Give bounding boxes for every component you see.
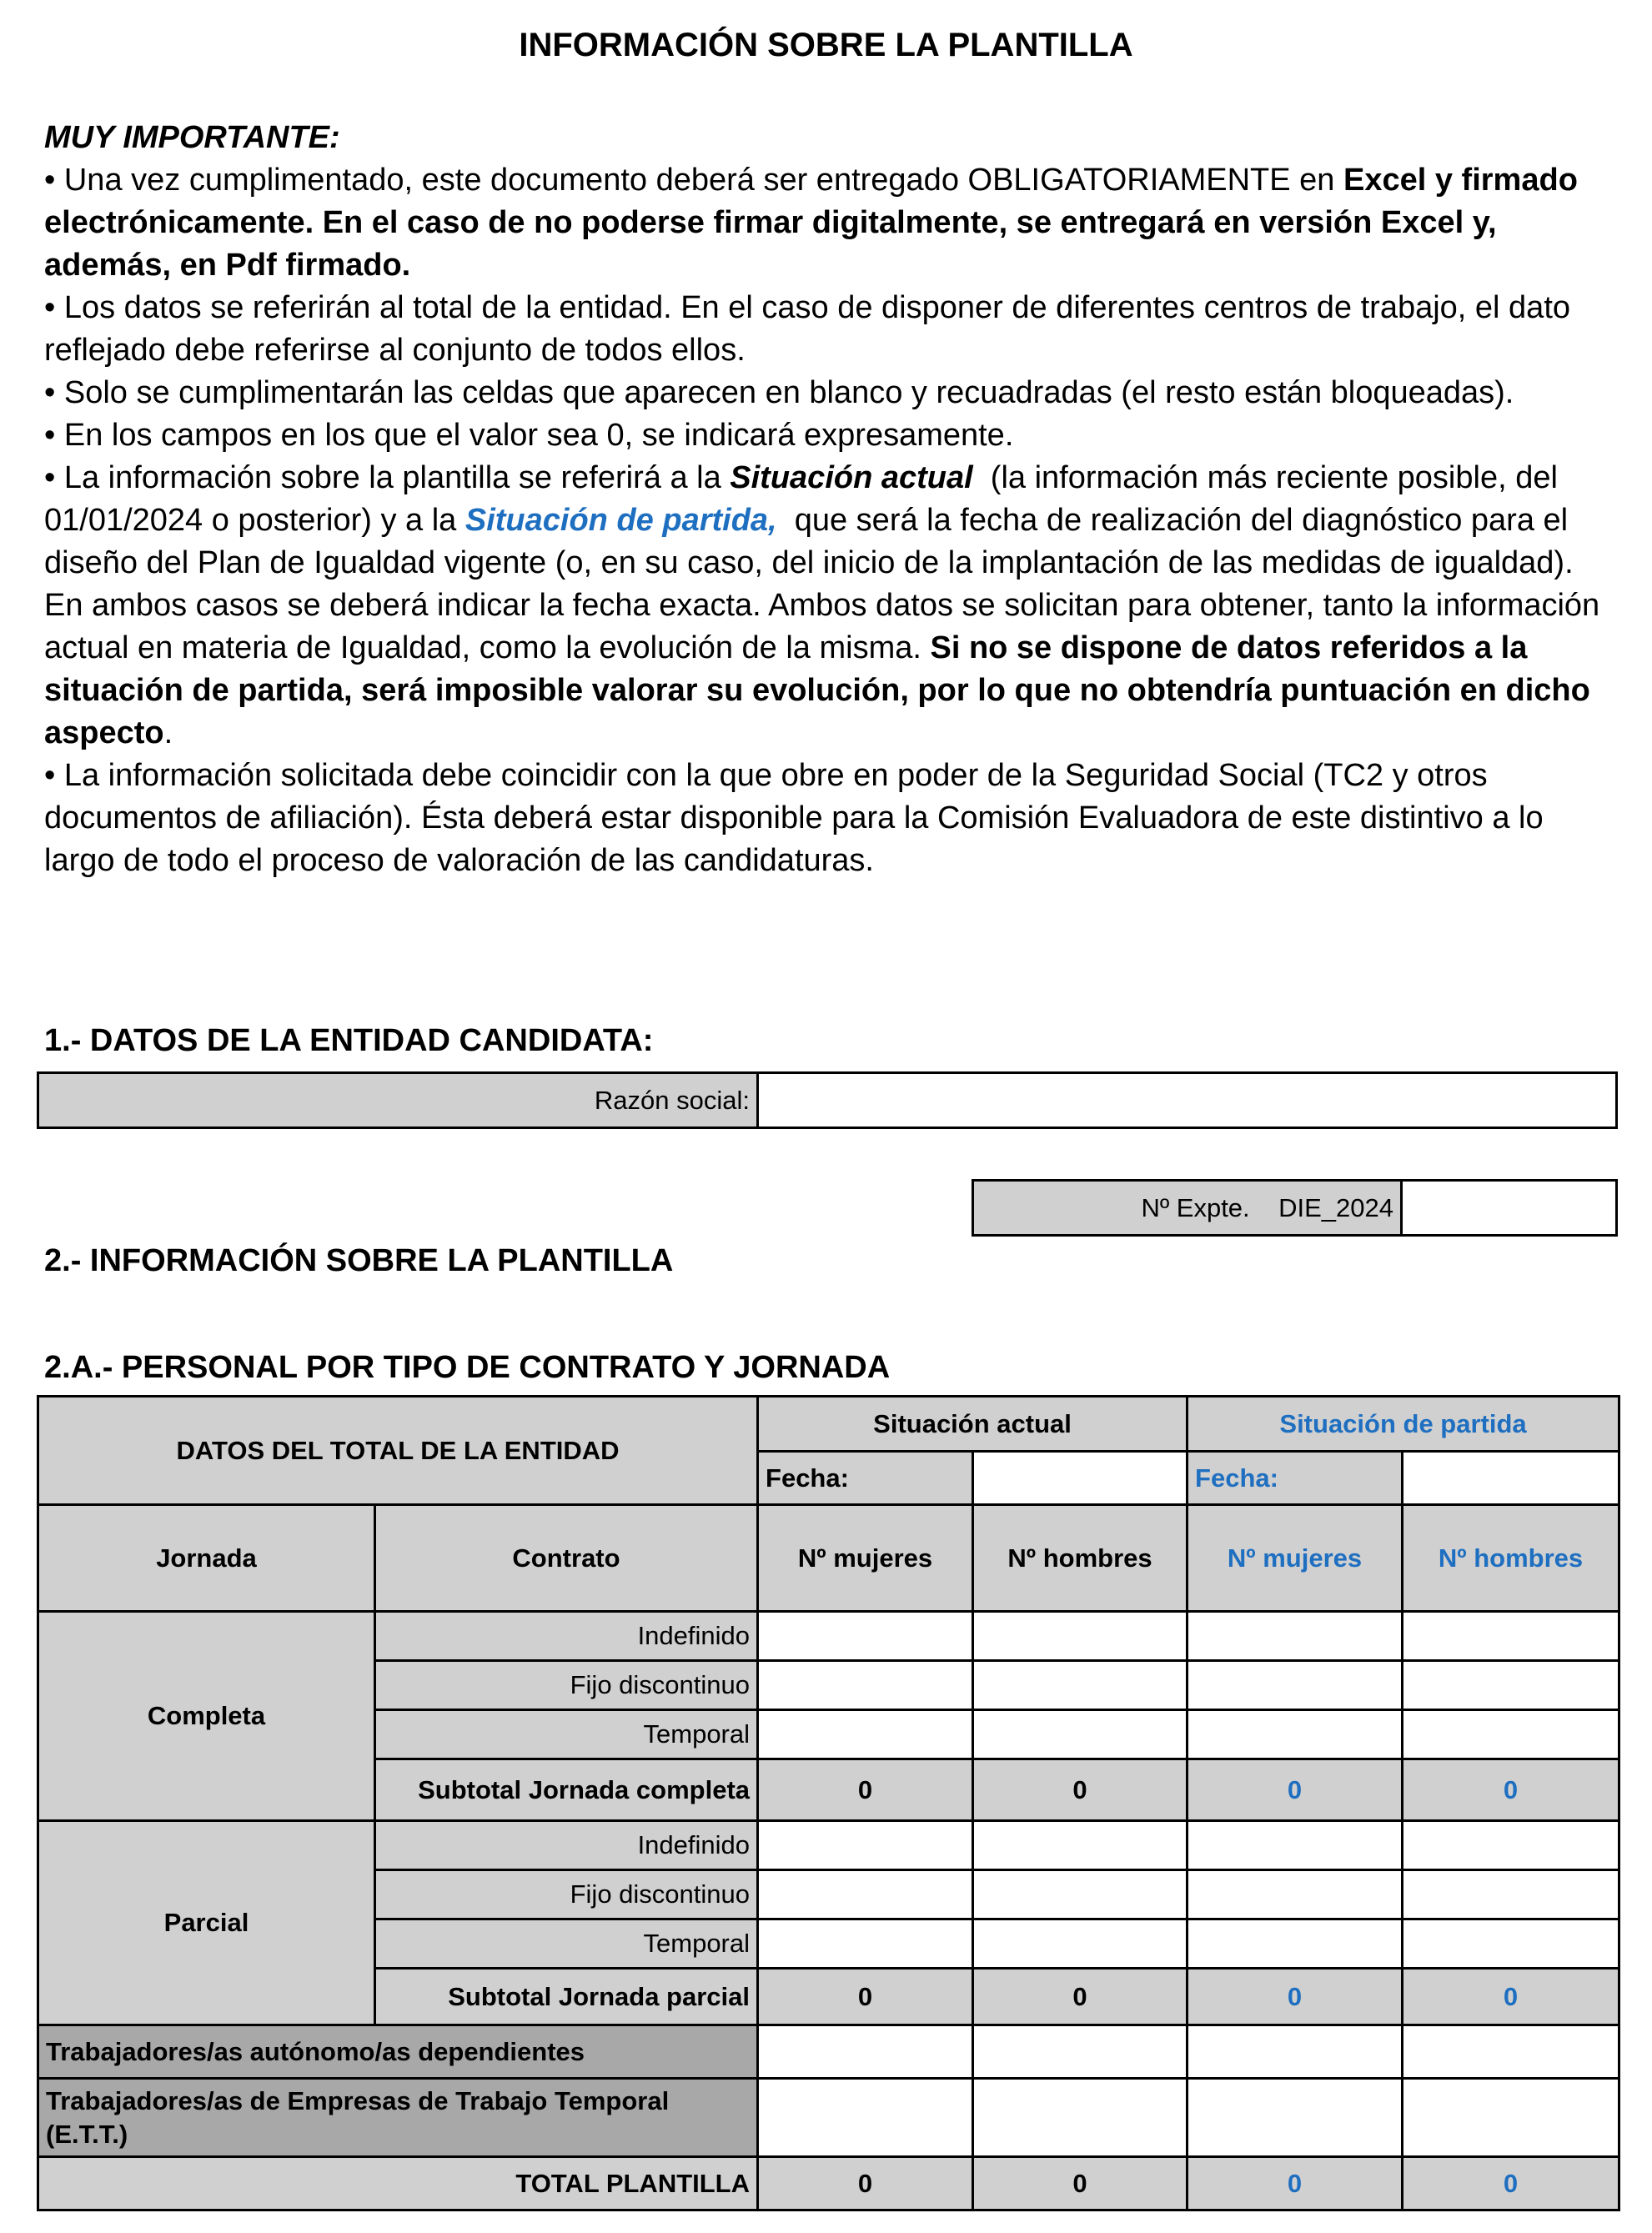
instruction-6: • La información solicitada debe coincidir con la que obre en poder de la Seguridad Social (TC2 y otros documentos de afiliación). Ésta deberá estar disponible para la Comisión Evaluadora de este distintivo a lo largo de todo el proceso de valoración de las candidaturas. bbox=[44, 758, 1544, 878]
instruction-4: • En los campos en los que el valor sea 0, se indicará expresamente. bbox=[44, 418, 1014, 453]
input-cell[interactable] bbox=[973, 2079, 1188, 2157]
expediente-table bbox=[972, 1179, 1618, 1237]
instructions bbox=[44, 117, 1620, 882]
fecha-partida-input[interactable] bbox=[1403, 1452, 1619, 1505]
input-cell[interactable] bbox=[758, 1710, 973, 1759]
input-cell[interactable] bbox=[973, 1612, 1188, 1661]
section2-heading: 2.- INFORMACIÓN SOBRE LA PLANTILLA bbox=[44, 1243, 674, 1278]
subtotal-parcial-label: Subtotal Jornada parcial bbox=[375, 1969, 758, 2025]
input-cell[interactable] bbox=[973, 1710, 1188, 1759]
instruction-3: • Solo se cumplimentarán las celdas que aparecen en blanco y recuadradas (el resto están bloqueadas). bbox=[44, 375, 1514, 410]
input-cell[interactable] bbox=[1403, 1870, 1619, 1919]
subtotal-value: 0 bbox=[1188, 1759, 1403, 1821]
input-cell[interactable] bbox=[758, 1821, 973, 1870]
input-cell[interactable] bbox=[973, 1661, 1188, 1710]
razon-social-input[interactable] bbox=[758, 1073, 1617, 1128]
col-mujeres-actual: Nº mujeres bbox=[758, 1505, 973, 1612]
section1-heading: 1.- DATOS DE LA ENTIDAD CANDIDATA: bbox=[44, 1023, 654, 1058]
subtotal-value: 0 bbox=[758, 1759, 973, 1821]
input-cell[interactable] bbox=[1188, 1661, 1403, 1710]
fecha-actual-input[interactable] bbox=[973, 1452, 1188, 1505]
input-cell[interactable] bbox=[758, 2025, 973, 2079]
input-cell[interactable] bbox=[1188, 2079, 1403, 2157]
input-cell[interactable] bbox=[973, 1821, 1188, 1870]
subtotal-value: 0 bbox=[1403, 1969, 1619, 2025]
jornada-parcial: Parcial bbox=[38, 1821, 375, 2025]
col-contrato: Contrato bbox=[375, 1505, 758, 1612]
input-cell[interactable] bbox=[1188, 2025, 1403, 2079]
input-cell[interactable] bbox=[1188, 1870, 1403, 1919]
subtotal-value: 0 bbox=[973, 1759, 1188, 1821]
input-cell[interactable] bbox=[1188, 1821, 1403, 1870]
input-cell[interactable] bbox=[1188, 1710, 1403, 1759]
expediente-label: Nº Expte. DIE_2024 bbox=[973, 1181, 1402, 1236]
input-cell[interactable] bbox=[1403, 2079, 1619, 2157]
expediente-input[interactable] bbox=[1402, 1181, 1617, 1236]
input-cell[interactable] bbox=[1403, 1612, 1619, 1661]
jornada-completa: Completa bbox=[38, 1612, 375, 1821]
input-cell[interactable] bbox=[758, 2079, 973, 2157]
input-cell[interactable] bbox=[1403, 1919, 1619, 1969]
total-value: 0 bbox=[1403, 2157, 1619, 2210]
personal-table bbox=[37, 1395, 1620, 2211]
subtotal-value: 0 bbox=[758, 1969, 973, 2025]
col-hombres-partida: Nº hombres bbox=[1403, 1505, 1619, 1612]
input-cell[interactable] bbox=[1188, 1612, 1403, 1661]
total-plantilla-label: TOTAL PLANTILLA bbox=[38, 2157, 758, 2210]
col-jornada: Jornada bbox=[38, 1505, 375, 1612]
input-cell[interactable] bbox=[758, 1870, 973, 1919]
input-cell[interactable] bbox=[1403, 1710, 1619, 1759]
header-situacion-partida: Situación de partida bbox=[1188, 1397, 1619, 1452]
subtotal-completa-label: Subtotal Jornada completa bbox=[375, 1759, 758, 1821]
subtotal-value: 0 bbox=[973, 1969, 1188, 2025]
important-label: MUY IMPORTANTE: bbox=[44, 120, 340, 155]
input-cell[interactable] bbox=[1188, 1919, 1403, 1969]
fecha-actual-label: Fecha: bbox=[758, 1452, 973, 1505]
header-total-entidad: DATOS DEL TOTAL DE LA ENTIDAD bbox=[38, 1397, 758, 1505]
col-mujeres-partida: Nº mujeres bbox=[1188, 1505, 1403, 1612]
total-value: 0 bbox=[758, 2157, 973, 2210]
input-cell[interactable] bbox=[973, 2025, 1188, 2079]
subtotal-value: 0 bbox=[1403, 1759, 1619, 1821]
total-value: 0 bbox=[973, 2157, 1188, 2210]
fecha-partida-label: Fecha: bbox=[1188, 1452, 1403, 1505]
input-cell[interactable] bbox=[758, 1612, 973, 1661]
input-cell[interactable] bbox=[758, 1661, 973, 1710]
input-cell[interactable] bbox=[973, 1919, 1188, 1969]
razon-social-table bbox=[37, 1071, 1618, 1129]
contrato-indefinido: Indefinido bbox=[375, 1821, 758, 1870]
input-cell[interactable] bbox=[758, 1919, 973, 1969]
page-title: INFORMACIÓN SOBRE LA PLANTILLA bbox=[519, 27, 1133, 63]
ett-label: Trabajadores/as de Empresas de Trabajo Temporal (E.T.T.) bbox=[38, 2079, 758, 2157]
section2a-heading: 2.A.- PERSONAL POR TIPO DE CONTRATO Y JORNADA bbox=[44, 1350, 891, 1385]
input-cell[interactable] bbox=[1403, 2025, 1619, 2079]
instruction-2: • Los datos se referirán al total de la entidad. En el caso de disponer de diferentes centros de trabajo, el dato reflejado debe referirse al conjunto de todos ellos. bbox=[44, 290, 1571, 368]
razon-social-label: Razón social: bbox=[38, 1073, 758, 1128]
subtotal-value: 0 bbox=[1188, 1969, 1403, 2025]
input-cell[interactable] bbox=[1403, 1661, 1619, 1710]
total-value: 0 bbox=[1188, 2157, 1403, 2210]
contrato-temporal: Temporal bbox=[375, 1710, 758, 1759]
instruction-5: • La información sobre la plantilla se referirá a la Situación actual (la información más reciente posible, del 01/01/2024 o posterior) y a la Situación de partida, que será la fecha de realización del diagnóstico para el diseño del Plan de Igualdad vigente (o, en su caso, del inicio de la implantación de las medidas de igualdad). En ambos casos se deberá indicar la fecha exacta. Ambos datos se solicitan para obtener, tanto la información actual en materia de Igualdad, como la evolución de la misma. Si no se dispone de datos referidos a la situación de partida, será imposible valorar su evolución, por lo que no obtendría puntuación en dicho aspecto. bbox=[44, 460, 1609, 750]
header-situacion-actual: Situación actual bbox=[758, 1397, 1188, 1452]
col-hombres-actual: Nº hombres bbox=[973, 1505, 1188, 1612]
input-cell[interactable] bbox=[1403, 1821, 1619, 1870]
contrato-temporal: Temporal bbox=[375, 1919, 758, 1969]
input-cell[interactable] bbox=[973, 1870, 1188, 1919]
instruction-1: • Una vez cumplimentado, este documento deberá ser entregado OBLIGATORIAMENTE en Excel y firmado electrónicamente. En el caso de no poderse firmar digitalmente, se entregará en versión Excel y, además, en Pdf firmado. bbox=[44, 163, 1578, 283]
autonomos-label: Trabajadores/as autónomo/as dependientes bbox=[38, 2025, 758, 2079]
contrato-indefinido: Indefinido bbox=[375, 1612, 758, 1661]
contrato-fijo-discontinuo: Fijo discontinuo bbox=[375, 1870, 758, 1919]
contrato-fijo-discontinuo: Fijo discontinuo bbox=[375, 1661, 758, 1710]
